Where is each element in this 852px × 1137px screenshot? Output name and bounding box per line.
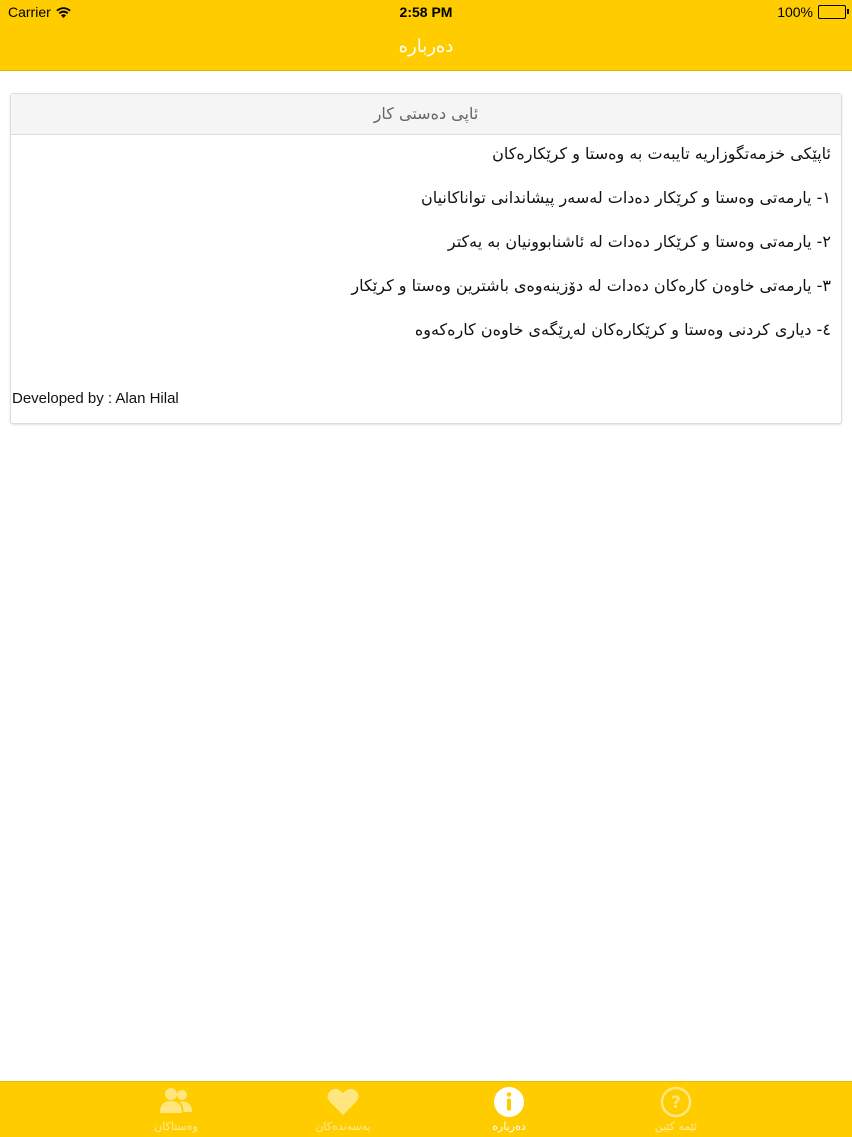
tab-craftsmen-label: وەستاکان: [154, 1120, 198, 1133]
card-body: [11, 135, 841, 341]
about-line-2: ٢- یارمەتی وەستا و کرێکار دەدات لە ئاشنابوونیان بە یەکتر: [447, 232, 831, 251]
tab-about-label: دەربارە: [492, 1120, 526, 1133]
status-bar: [0, 0, 852, 24]
users-icon: [159, 1086, 193, 1118]
battery-indicator: [777, 4, 846, 20]
tab-who-we-are-label: ئێمە کێین: [654, 1120, 698, 1133]
battery-icon: [818, 5, 846, 19]
about-card: [10, 93, 842, 424]
about-line-intro: ئاپێکی خزمەتگوزاریە تایبەت بە وەستا و کرێکارەکان: [492, 144, 831, 163]
tab-favorites-label: پەسەندەکان: [315, 1120, 371, 1133]
card-header: ئاپی دەستی کار: [11, 94, 841, 135]
developer-credit: Developed by : Alan Hilal: [12, 390, 179, 407]
page-title: دەربارە: [398, 36, 454, 57]
tab-bar: [0, 1081, 852, 1137]
tab-favorites[interactable]: [283, 1082, 403, 1137]
about-line-4: ٤- دیاری کردنی وەستا و کرێکارەکان لەڕێگەی خاوەن کارەکەوە: [414, 320, 831, 339]
navigation-bar: [0, 24, 852, 71]
battery-percentage: 100%: [777, 4, 813, 20]
carrier-label: Carrier: [8, 4, 51, 20]
question-icon: [659, 1086, 693, 1118]
heart-icon: [326, 1086, 360, 1118]
info-icon: [492, 1086, 526, 1118]
tab-who-we-are[interactable]: [616, 1082, 736, 1137]
tab-about[interactable]: [449, 1082, 569, 1137]
tab-craftsmen[interactable]: [116, 1082, 236, 1137]
status-time: 2:58 PM: [399, 4, 453, 20]
about-line-3: ٣- یارمەتی خاوەن کارەکان دەدات لە دۆزینەوەی باشترین وەستا و کرێکار: [351, 276, 831, 295]
about-line-1: ١- یارمەتی وەستا و کرێکار دەدات لەسەر پیشاندانی تواناکانیان: [420, 188, 831, 207]
svg-text:?: ?: [671, 1093, 681, 1113]
